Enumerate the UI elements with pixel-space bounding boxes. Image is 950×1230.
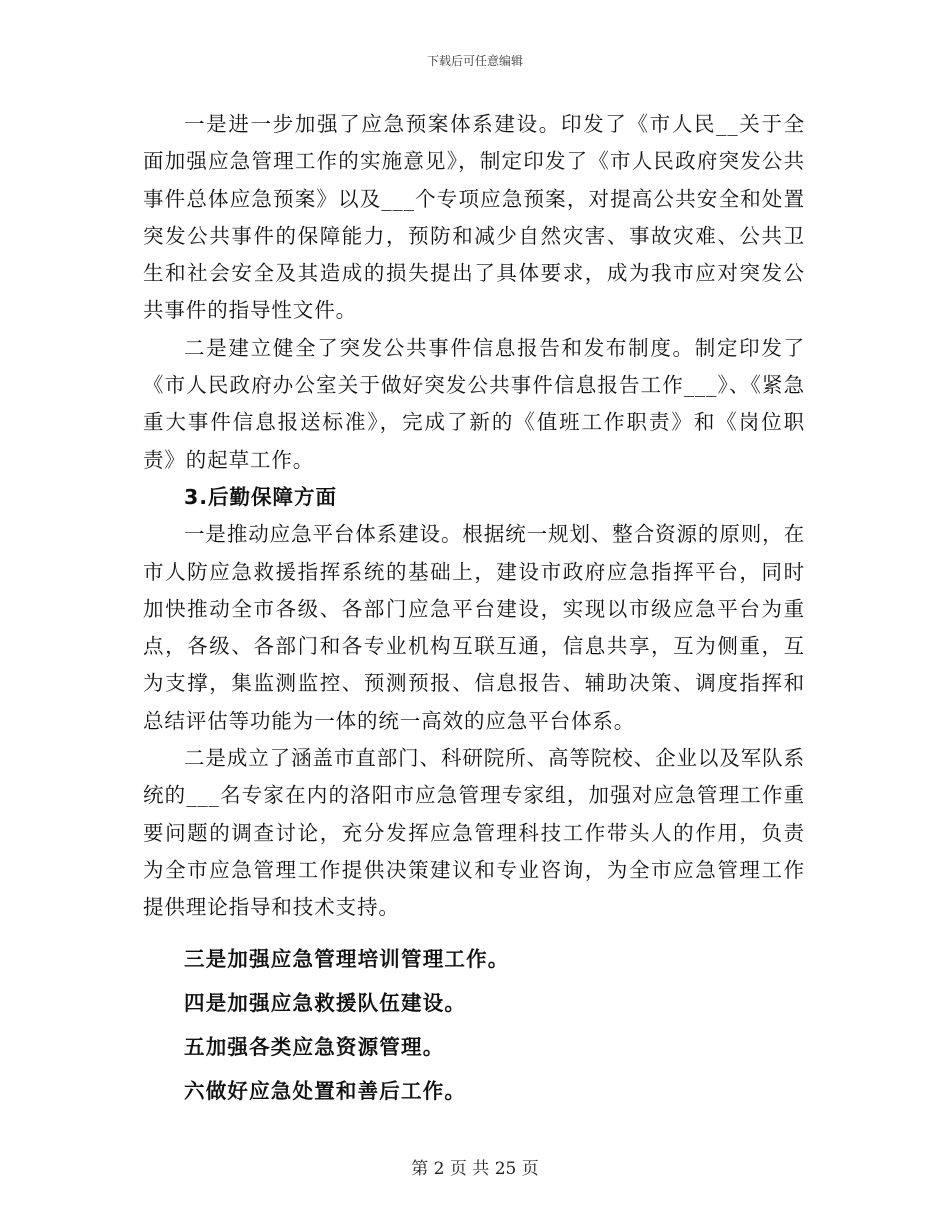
section-heading-logistics: 3.后勤保障方面 — [184, 484, 338, 509]
bold-item-rescue-team: 四是加强应急救援队伍建设。 — [184, 990, 467, 1015]
bold-item-training: 三是加强应急管理培训管理工作。 — [184, 946, 510, 971]
bold-item-aftermath: 六做好应急处置和善后工作。 — [184, 1078, 467, 1103]
page-number: 第 2 页 共 25 页 — [411, 1159, 539, 1179]
page-header: 下载后可任意编辑 — [426, 54, 523, 68]
paragraph-emergency-plan-system: 一是进一步加强了应急预案体系建设。印发了《市人民__关于全面加强应急管理工作的实施意见》，制定印发了《市人民政府突发公共事件总体应急预案》以及___个专项应急预案，对提高公共安全和处置突发公共事件的保障能力，预防和减少自然灾害、事故灾难、公共卫生和社会安全及其造成的损失提出了具体要求，成为我市应对突发公共事件的指导性文件。 — [143, 112, 805, 323]
paragraph-expert-group: 二是成立了涵盖市直部门、科研院所、高等院校、企业以及军队系统的___名专家在内的洛阳市应急管理专家组，加强对应急管理工作重要问题的调查讨论，充分发挥应急管理科技工作带头人的作用，负责为全市应急管理工作提供决策建议和专业咨询，为全市应急管理工作提供理论指导和技术支持。 — [143, 746, 805, 920]
paragraph-information-reporting: 二是建立健全了突发公共事件信息报告和发布制度。制定印发了《市人民政府办公室关于做好突发公共事件信息报告工作___》、《紧急重大事件信息报送标准》，完成了新的《值班工作职责》和《岗位职责》的起草工作。 — [143, 335, 805, 472]
bold-item-resources: 五加强各类应急资源管理。 — [184, 1034, 445, 1059]
document-body — [143, 106, 805, 1113]
paragraph-emergency-platform: 一是推动应急平台体系建设。根据统一规划、整合资源的原则，在市人防应急救援指挥系统的基础上，建设市政府应急指挥平台，同时加快推动全市各级、各部门应急平台建设，实现以市级应急平台为重点，各级、各部门和各专业机构互联互通，信息共享，互为侧重，互为支撑，集监测监控、预测预报、信息报告、辅助决策、调度指挥和总结评估等功能为一体的统一高效的应急平台体系。 — [143, 522, 805, 733]
